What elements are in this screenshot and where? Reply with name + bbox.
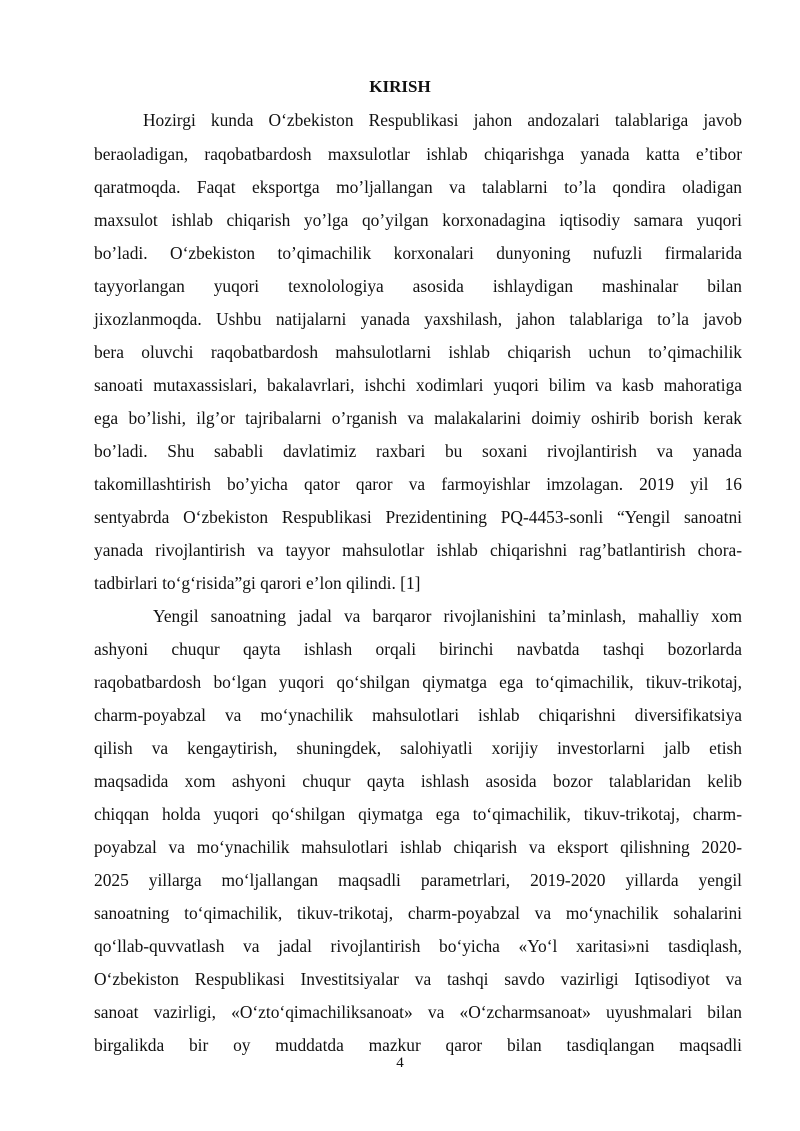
page-number: 4 [396, 1055, 404, 1071]
text-line: yanada rivojlantirish va tayyor mahsulotlar ishlab chiqarishni rag’batlantirish chora- [94, 540, 742, 560]
text-line: sanoati mutaxassislari, bakalavrlari, ishchi xodimlari yuqori bilim va kasb mahoratiga [94, 375, 742, 395]
text-line: O‘zbekiston Respublikasi Investitsiyalar va tashqi savdo vazirligi Iqtisodiyot va [94, 969, 742, 989]
text-line: chiqqan holda yuqori qo‘shilgan qiymatga ega to‘qimachilik, tikuv-trikotaj, charm- [94, 804, 742, 824]
text-line: tayyorlangan yuqori texnolologiya asosida ishlaydigan mashinalar bilan [94, 276, 742, 296]
text-line: raqobatbardosh bo‘lgan yuqori qo‘shilgan qiymatga ega to‘qimachilik, tikuv-trikotaj, [94, 672, 742, 692]
text-line: maxsulot ishlab chiqarish yo’lga qo’yilgan korxonadagina iqtisodiy samara yuqori [94, 210, 742, 230]
text-line: jixozlanmoqda. Ushbu natijalarni yanada yaxshilash, jahon talablariga to’la javob [94, 309, 742, 329]
text-line: ashyoni chuqur qayta ishlash orqali birinchi navbatda tashqi bozorlarda [94, 639, 742, 659]
text-line: poyabzal va mo‘ynachilik mahsulotlari ishlab chiqarish va eksport qilishning 2020- [94, 837, 742, 857]
text-line: birgalikda bir oy muddatda mazkur qaror bilan tasdiqlangan maqsadli [94, 1035, 742, 1055]
text-line: sentyabrda O‘zbekiston Respublikasi Prezidentining PQ-4453-sonli “Yengil sanoatni [94, 507, 742, 527]
text-line: bera oluvchi raqobatbardosh mahsulotlarni ishlab chiqarish uchun to’qimachilik [94, 342, 742, 362]
text-line: ega bo’lishi, ilg’or tajribalarni o’rganish va malakalarini doimiy oshirib borish kerak [94, 408, 742, 428]
text-line: qilish va kengaytirish, shuningdek, salohiyatli xorijiy investorlarni jalb etish [94, 738, 742, 758]
text-line: takomillashtirish bo’yicha qator qaror va farmoyishlar imzolagan. 2019 yil 16 [94, 474, 742, 494]
text-line: 2025 yillarga mo‘ljallangan maqsadli parametrlari, 2019-2020 yillarda yengil [94, 870, 742, 890]
text-line: bo’ladi. O‘zbekiston to’qimachilik korxonalari dunyoning nufuzli firmalarida [94, 243, 742, 263]
text-line: sanoat vazirligi, «O‘zto‘qimachiliksanoat» va «O‘zcharmsanoat» uyushmalari bilan [94, 1002, 742, 1022]
text-line: Yengil sanoatning jadal va barqaror rivojlanishini ta’minlash, mahalliy xom [153, 606, 742, 626]
text-line: qo‘llab-quvvatlash va jadal rivojlantirish bo‘yicha «Yo‘l xaritasi»ni tasdiqlash, [94, 936, 742, 956]
text-line: Hozirgi kunda O‘zbekiston Respublikasi jahon andozalari talablariga javob [143, 110, 742, 130]
text-line: bo’ladi. Shu sababli davlatimiz raxbari bu soxani rivojlantirish va yanada [94, 441, 742, 461]
text-line: qaratmoqda. Faqat eksportga mo’ljallangan va talablarni to’la qondira oladigan [94, 177, 742, 197]
text-line: beraoladigan, raqobatbardosh maxsulotlar ishlab chiqarishga yanada katta e’tibor [94, 144, 742, 164]
text-line: tadbirlari to‘g‘risida”gi qarori e’lon qilindi. [1] [94, 573, 421, 593]
section-title: KIRISH [369, 77, 431, 96]
text-line: sanoatning to‘qimachilik, tikuv-trikotaj, charm-poyabzal va mo‘ynachilik sohalarini [94, 903, 742, 923]
text-line: maqsadida xom ashyoni chuqur qayta ishlash asosida bozor talablaridan kelib [94, 771, 742, 791]
text-line: charm-poyabzal va mo‘ynachilik mahsulotlari ishlab chiqarishni diversifikatsiya [94, 705, 742, 725]
